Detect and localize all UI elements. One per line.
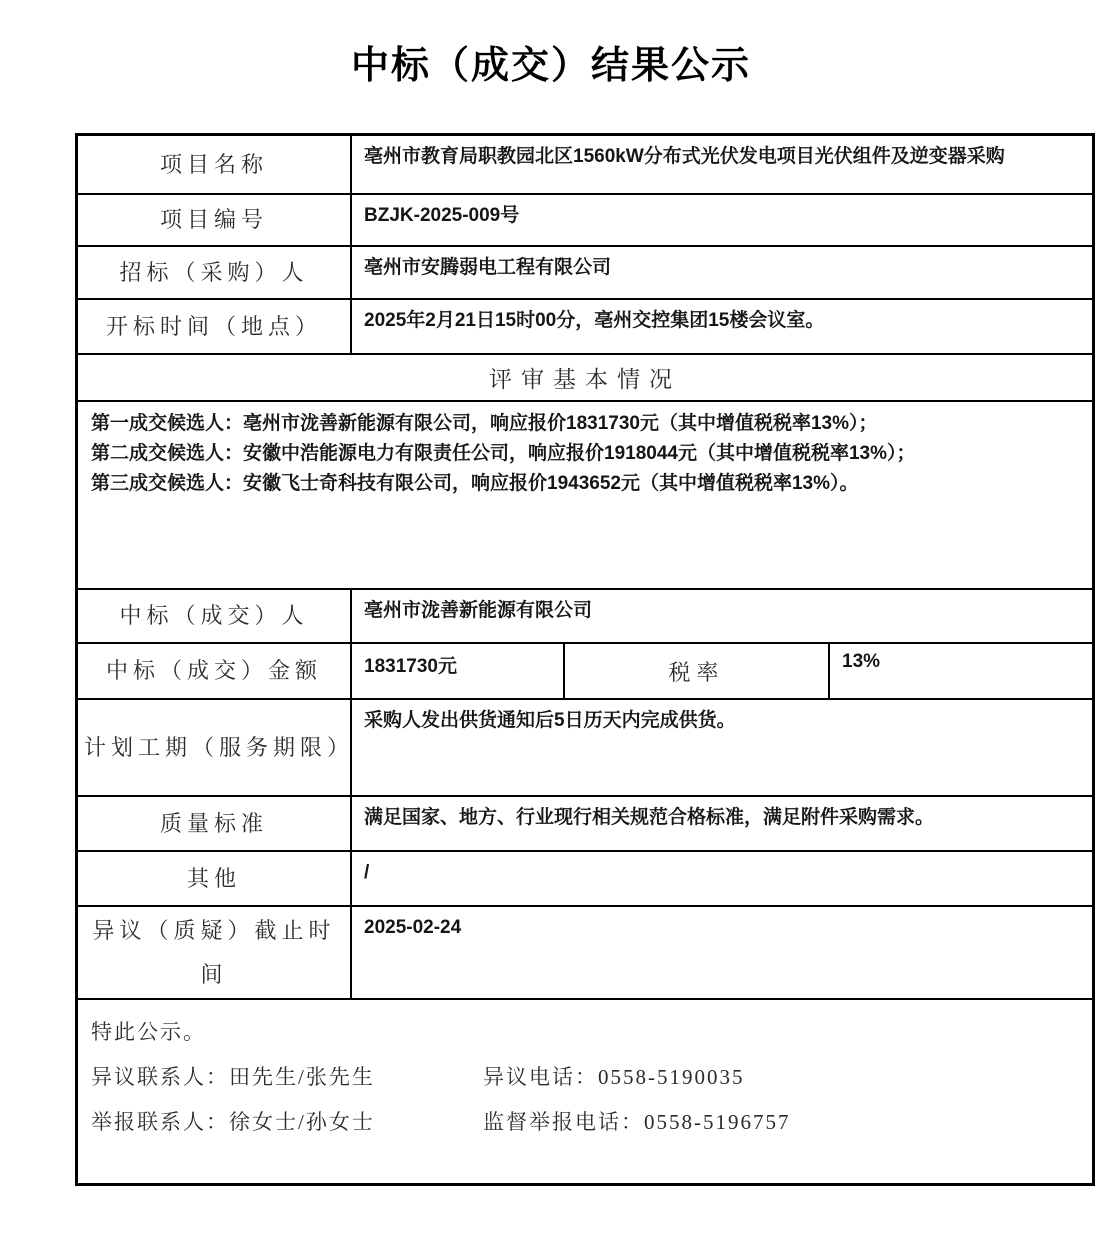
table-row-quality bbox=[78, 795, 1092, 850]
amount-value: 1831730元 bbox=[350, 644, 563, 698]
report-contact: 举报联系人：徐女士/孙女士 bbox=[91, 1110, 375, 1134]
other-value: / bbox=[350, 852, 1092, 905]
table-row-purchaser bbox=[78, 245, 1092, 298]
candidate-first: 第一成交候选人：亳州市泷善新能源有限公司，响应报价1831730元（其中增值税税率13%）； bbox=[91, 413, 878, 434]
objection-deadline-value: 2025-02-24 bbox=[350, 907, 1092, 998]
candidate-third: 第三成交候选人：安徽飞士奇科技有限公司，响应报价1943652元（其中增值税税率13%）。 bbox=[91, 473, 859, 494]
amount-label: 中标（成交）金额 bbox=[105, 658, 322, 683]
objection-deadline-label: 异议（质疑）截止时间 bbox=[92, 917, 336, 987]
table-row-bid-opening bbox=[78, 298, 1092, 353]
duration-label: 计划工期（服务期限） bbox=[84, 734, 355, 760]
footer-cell bbox=[78, 1000, 1092, 1183]
table-row-winner bbox=[78, 588, 1092, 642]
footer-objection-line bbox=[91, 1055, 1079, 1100]
quality-label: 质量标准 bbox=[159, 810, 268, 836]
winner-label: 中标（成交）人 bbox=[119, 603, 309, 628]
table-row-footer bbox=[78, 998, 1092, 1183]
duration-value: 采购人发出供货通知后5日历天内完成供货。 bbox=[350, 700, 1092, 795]
tax-rate-label: 税率 bbox=[563, 644, 828, 698]
objection-contact: 异议联系人：田先生/张先生 bbox=[91, 1065, 375, 1089]
tax-rate-value: 13% bbox=[828, 644, 1092, 698]
table-row-project-number bbox=[78, 193, 1092, 245]
report-phone: 监督举报电话：0558-5196757 bbox=[483, 1110, 791, 1134]
table-row-amount bbox=[78, 642, 1092, 698]
other-label: 其他 bbox=[186, 865, 241, 891]
bid-opening-value: 2025年2月21日15时00分，亳州交控集团15楼会议室。 bbox=[350, 300, 1092, 353]
objection-phone: 异议电话：0558-5190035 bbox=[483, 1065, 745, 1089]
result-table bbox=[75, 133, 1095, 1186]
table-row-duration bbox=[78, 698, 1092, 795]
project-name-value: 亳州市教育局职教园北区1560kW分布式光伏发电项目光伏组件及逆变器采购 bbox=[350, 136, 1092, 193]
purchaser-label: 招标（采购）人 bbox=[119, 259, 309, 285]
footer-notice: 特此公示。 bbox=[91, 1020, 206, 1044]
table-row-project-name bbox=[78, 136, 1092, 193]
candidate-second: 第二成交候选人：安徽中浩能源电力有限责任公司，响应报价1918044元（其中增值税税率13%）； bbox=[91, 443, 916, 464]
purchaser-value: 亳州市安腾弱电工程有限公司 bbox=[350, 247, 1092, 298]
table-row-other bbox=[78, 850, 1092, 905]
quality-value: 满足国家、地方、行业现行相关规范合格标准，满足附件采购需求。 bbox=[350, 797, 1092, 850]
candidates-cell bbox=[78, 402, 1092, 588]
project-name-label: 项目名称 bbox=[159, 151, 268, 177]
review-section-title: 评审基本情况 bbox=[489, 367, 681, 392]
project-number-label: 项目编号 bbox=[159, 207, 268, 232]
project-number-value: BZJK-2025-009号 bbox=[350, 195, 1092, 245]
table-row-objection-deadline bbox=[78, 905, 1092, 998]
table-row-candidates bbox=[78, 400, 1092, 588]
footer-report-line bbox=[91, 1100, 1079, 1145]
bid-opening-label: 开标时间（地点） bbox=[105, 313, 322, 339]
winner-value: 亳州市泷善新能源有限公司 bbox=[350, 590, 1092, 642]
page-title: 中标（成交）结果公示 bbox=[350, 45, 751, 87]
table-row-review-header bbox=[78, 353, 1092, 400]
